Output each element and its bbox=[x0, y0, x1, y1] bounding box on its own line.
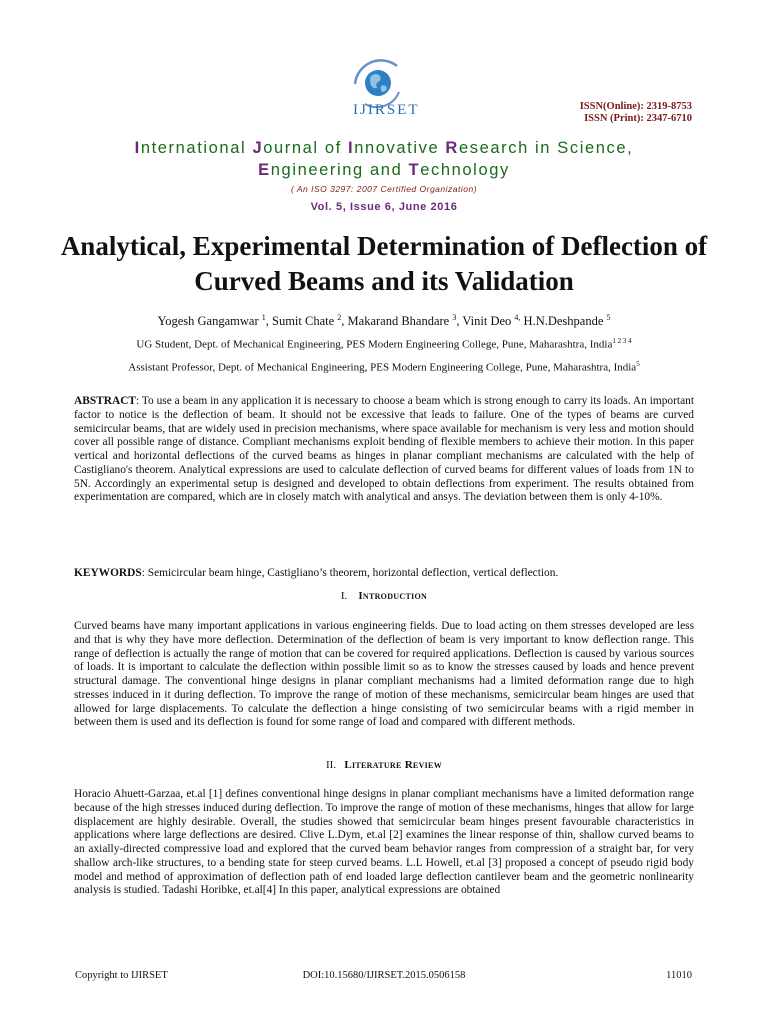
issn-print: ISSN (Print): 2347-6710 bbox=[584, 113, 692, 124]
journal-initial: I bbox=[134, 139, 141, 157]
abstract-label: ABSTRACT bbox=[74, 395, 137, 407]
author-separator: , bbox=[456, 314, 463, 329]
abstract-text: : To use a beam in any application it is necessary to choose a beam which is strong enough to carry its loads. An important factor to notice is the deflection of beam. It should not be excessive that leads to failure. One of the types of beams are curved semicircular beams, that are widely used in precision mechanisms, where space available for mechanism is very less and motion should cover all possible range of distance. Compliant mechanisms exploit bending of flexible members to achieve their motion. In this paper vertical and horizontal deflections of the curved beams as hinges in planar compliant mechanisms are calculated with the help of Castigliano's theorem. Analytical expressions are used to calculate deflection of curved beams for different values of loads from 1N to 5N. Accordingly an experimental setup is designed and developed to obtain deflections from experiment. The results obtained from experimentation are compared, which are in closely match with analytical and ansys. The deviation between them is only 4-10%. bbox=[74, 395, 694, 504]
affiliation-text: Assistant Professor, Dept. of Mechanical Engineering, PES Modern Engineering College, Pune, Maharashtra, India bbox=[128, 361, 637, 374]
journal-name bbox=[60, 137, 708, 181]
journal-word: nternational bbox=[140, 139, 253, 157]
keywords bbox=[74, 567, 694, 581]
logo-text: IJIRSET bbox=[353, 102, 420, 118]
section-number: II. bbox=[326, 759, 337, 771]
issn-online: ISSN(Online): 2319-8753 bbox=[579, 101, 692, 112]
paper-title: Analytical, Experimental Determination of Deflection of Curved Beams and its Validation bbox=[60, 231, 708, 296]
journal-initial: I bbox=[348, 139, 355, 157]
journal-initial: T bbox=[408, 161, 421, 179]
journal-name-line-1 bbox=[60, 137, 708, 159]
introduction-text: Curved beams have many important applications in various engineering fields. Due to load acting on them stresses developed are less and that is why they have more deflection. Determination of the deflection of beam is very important to know deflection range. This range of deflection is actually the range of motion that can be covered for required applications. Deflection is caused by various sources of loads. It is important to calculate the deflection within possible limit so as to know the stresses caused by loads and hence prevent structural damage. The conventional hinge designs in planar compliant mechanisms had a limited deformation range due to high stresses induced in it during deflection. To improve the range of motion of these mechanisms, semicircular beam hinges are used that allowed for large displacements. To calculate the deflection a hinge consisting of two semicircular beams with a rigid member in between them is used and its deflection is found for some range of load and compared with different methods. bbox=[74, 620, 694, 729]
author-sup: 2 bbox=[337, 313, 342, 322]
author-name: Vinit Deo bbox=[462, 314, 515, 329]
author-separator: , bbox=[265, 314, 272, 329]
journal-name-line-2 bbox=[60, 159, 708, 181]
affiliation-1 bbox=[40, 337, 728, 351]
section-number: I. bbox=[340, 590, 348, 602]
volume-issue: Vol. 5, Issue 6, June 2016 bbox=[310, 201, 458, 213]
author-separator: , bbox=[341, 314, 348, 329]
section-heading-literature-review bbox=[0, 759, 768, 771]
abstract bbox=[74, 395, 694, 505]
section-title: Literature Review bbox=[344, 759, 442, 771]
affiliation-sup: 5 bbox=[636, 360, 640, 368]
author-name: Yogesh Gangamwar bbox=[157, 314, 262, 329]
author-list bbox=[40, 313, 728, 329]
footer-copyright: Copyright to IJIRSET bbox=[75, 970, 168, 981]
keywords-label: KEYWORDS bbox=[74, 567, 142, 579]
journal-word: nnovative bbox=[354, 139, 446, 157]
affiliation-sup: 1 2 3 4 bbox=[612, 337, 632, 345]
author-sup: 3 bbox=[452, 313, 457, 322]
journal-initial: R bbox=[445, 139, 459, 157]
journal-initial: J bbox=[252, 139, 264, 157]
literature-review-text: Horacio Ahuett-Garzaa, et.al [1] defines conventional hinge designs in planar compliant mechanisms have a limited deformation range because of the high stresses induced during deflection. To improve the range of motion of these mechanisms, hinges that allow for large displacement are highly desirable. Overall, the studies showed that semicircular beam hinges present favourable characteristics in applications where large deflections are desired. Clive L.Dym, et.al [2] examines the linear response of thin, shallow curved beams to an axially-directed compressive load and explored that the curved beam behavior ranges from compression of a straight bar, for very shallow arch-like structures, to a bending state for steep curved beams. L.L Howell, et.al [3] proposed a concept of pseudo rigid body model and method of approximation of deflection path of end loaded large deflection cantilever beam and the geometric nonlinearity analysis is studied. Tadashi Horibke, et.al[4] In this paper, analytical expressions are obtained bbox=[74, 788, 694, 897]
keywords-text: : Semicircular beam hinge, Castigliano’s theorem, horizontal deflection, vertical deflection. bbox=[141, 567, 559, 579]
journal-word: esearch in Science, bbox=[458, 139, 634, 157]
journal-word: echnology bbox=[420, 161, 510, 179]
author-name: Makarand Bhandare bbox=[347, 314, 453, 329]
affiliation-2 bbox=[40, 360, 728, 374]
journal-word: ournal of bbox=[263, 139, 349, 157]
footer-doi: DOI:10.15680/IJIRSET.2015.0506158 bbox=[302, 970, 466, 981]
footer-page-number: 11010 bbox=[666, 970, 692, 981]
section-title: Introduction bbox=[358, 590, 428, 602]
affiliation-text: UG Student, Dept. of Mechanical Engineering, PES Modern Engineering College, Pune, Maharashtra, India bbox=[136, 338, 613, 351]
author-sup: 5 bbox=[606, 313, 611, 322]
journal-logo bbox=[335, 58, 425, 122]
author-name: Sumit Chate bbox=[272, 314, 338, 329]
journal-word: ngineering and bbox=[270, 161, 409, 179]
author-sup: 1 bbox=[261, 313, 266, 322]
author-name: H.N.Deshpande bbox=[523, 314, 607, 329]
organization-note: ( An ISO 3297: 2007 Certified Organization) bbox=[290, 184, 478, 194]
author-sup: 4, bbox=[514, 313, 521, 322]
journal-initial: E bbox=[258, 161, 271, 179]
issn-block bbox=[580, 101, 692, 125]
section-heading-introduction bbox=[0, 590, 768, 602]
